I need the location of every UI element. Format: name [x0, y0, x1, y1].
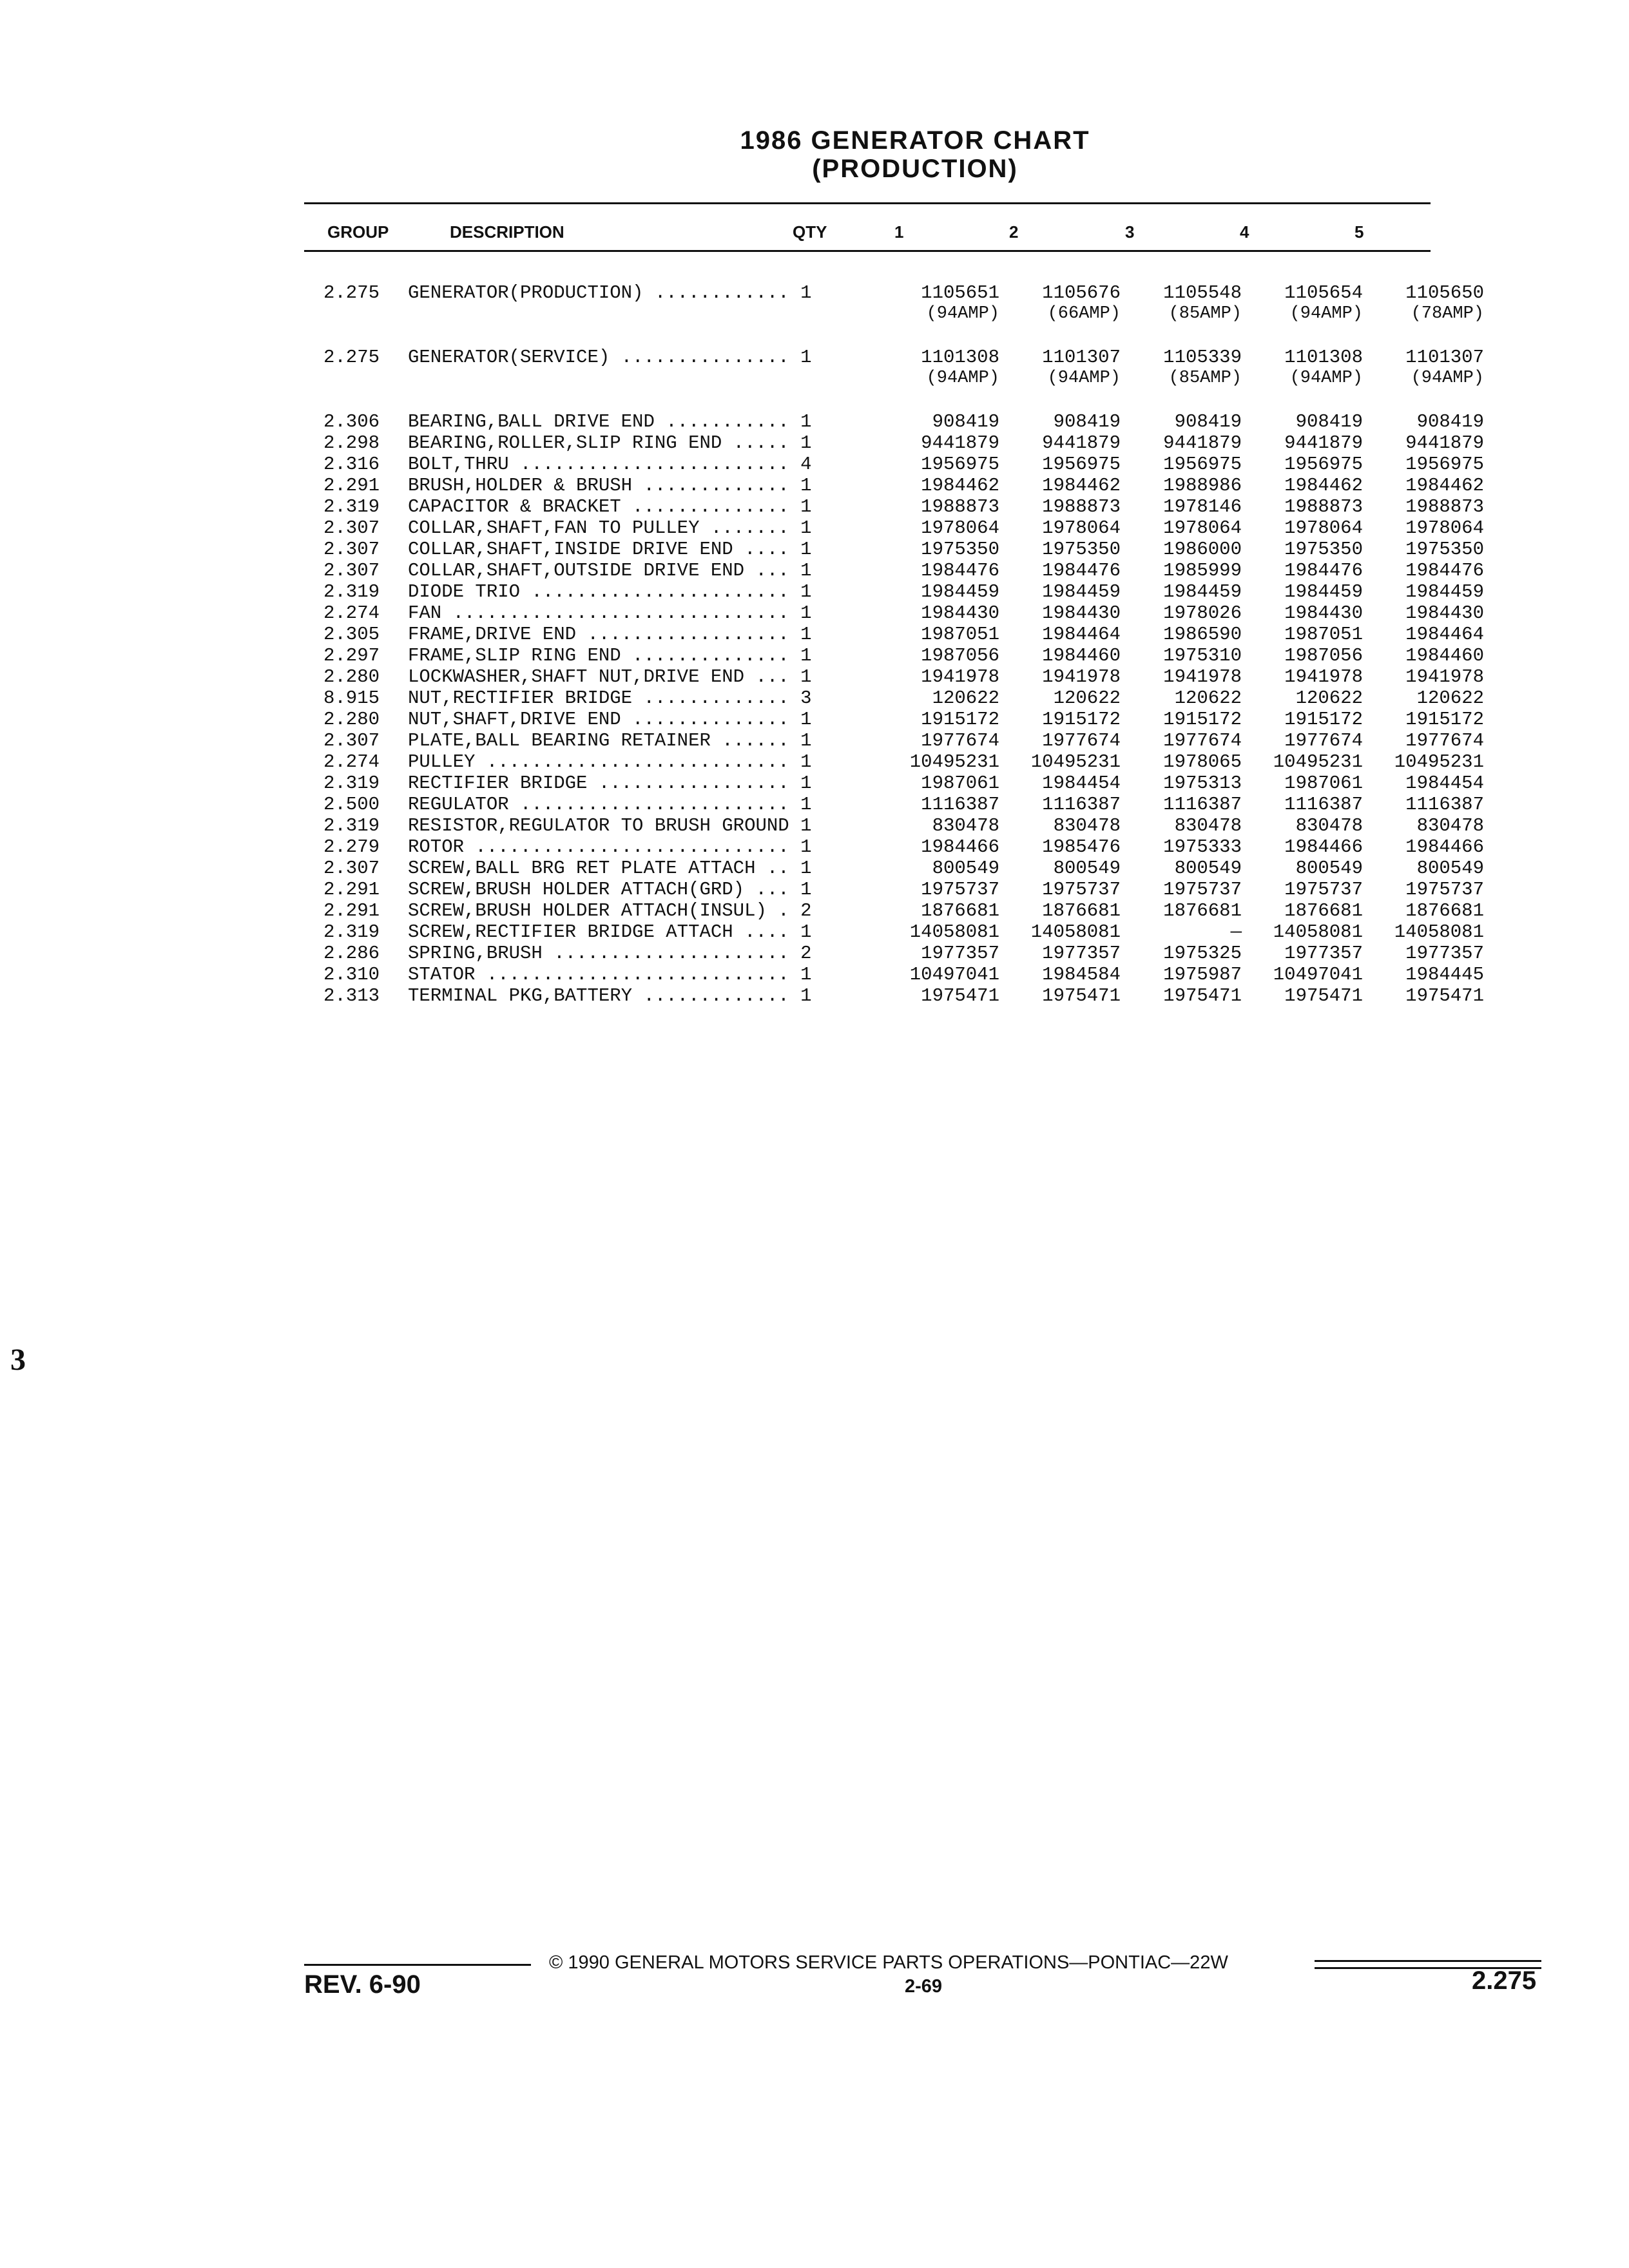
part-cell: 1956975 — [1163, 454, 1242, 475]
part-cell: 1977674 — [921, 730, 999, 751]
table-row — [323, 347, 1489, 368]
table-row — [323, 964, 1489, 985]
part-cell: 10495231 — [1273, 751, 1363, 773]
group-cell: 2.275 — [323, 347, 380, 368]
group-cell: 2.319 — [323, 773, 380, 794]
table-row — [323, 496, 1489, 517]
amp-rating-cell: (94AMP) — [1289, 369, 1363, 388]
part-cell: 1977674 — [1284, 730, 1363, 751]
part-cell: 120622 — [1416, 687, 1484, 709]
group-cell: 2.319 — [323, 496, 380, 517]
table-row — [323, 773, 1489, 794]
part-cell: 1915172 — [1284, 709, 1363, 730]
part-cell: 1977357 — [921, 943, 999, 964]
table-row — [323, 432, 1489, 454]
page-subtitle: (PRODUCTION) — [812, 155, 1018, 183]
part-cell: 908419 — [932, 411, 999, 432]
description-cell: SPRING,BRUSH ..................... 2 — [408, 943, 812, 964]
parts-table — [323, 282, 1489, 1006]
part-cell: 1975471 — [1042, 985, 1121, 1006]
group-cell: 2.274 — [323, 751, 380, 773]
table-row — [323, 581, 1489, 602]
part-cell: 1985476 — [1042, 836, 1121, 858]
part-cell: 1984430 — [1405, 602, 1484, 624]
col-header-1: 1 — [894, 222, 904, 242]
part-cell: 1975471 — [921, 985, 999, 1006]
amp-rating-cell: (66AMP) — [1047, 304, 1121, 323]
part-cell: 1876681 — [1042, 900, 1121, 921]
table-row — [323, 475, 1489, 496]
part-cell: 830478 — [1295, 815, 1363, 836]
part-cell: 1984476 — [1042, 560, 1121, 581]
table-row — [323, 730, 1489, 751]
part-cell: 1985999 — [1163, 560, 1242, 581]
part-cell: 1975313 — [1163, 773, 1242, 794]
part-cell: 800549 — [932, 858, 999, 879]
part-cell: 10497041 — [909, 964, 999, 985]
part-cell: 1987051 — [921, 624, 999, 645]
group-cell: 2.275 — [323, 282, 380, 303]
amp-rating-cell: (94AMP) — [926, 369, 999, 388]
table-row — [323, 751, 1489, 773]
part-cell: 1984464 — [1042, 624, 1121, 645]
part-rows — [323, 411, 1489, 1006]
amp-rating-cell: (78AMP) — [1411, 304, 1484, 323]
amp-rating-cell: (94AMP) — [1289, 304, 1363, 323]
table-row — [323, 921, 1489, 943]
part-cell: 1987056 — [1284, 645, 1363, 666]
part-cell: 1986000 — [1163, 539, 1242, 560]
part-cell: 1975333 — [1163, 836, 1242, 858]
revision-label: REV. 6-90 — [304, 1970, 421, 1999]
description-cell: BEARING,BALL DRIVE END ........... 1 — [408, 411, 812, 432]
part-cell: 1975350 — [1042, 539, 1121, 560]
table-row — [323, 985, 1489, 1006]
description-cell: CAPACITOR & BRACKET .............. 1 — [408, 496, 812, 517]
part-cell: 1984445 — [1405, 964, 1484, 985]
part-cell: 908419 — [1053, 411, 1121, 432]
part-cell: 1975737 — [1163, 879, 1242, 900]
part-cell: 1984476 — [921, 560, 999, 581]
part-cell: 1975471 — [1405, 985, 1484, 1006]
group-cell: 2.310 — [323, 964, 380, 985]
part-cell: 9441879 — [921, 432, 999, 454]
part-cell: 1941978 — [1042, 666, 1121, 687]
part-cell: 1984460 — [1042, 645, 1121, 666]
group-cell: 2.319 — [323, 581, 380, 602]
part-cell: 1977357 — [1405, 943, 1484, 964]
description-cell: RECTIFIER BRIDGE ................. 1 — [408, 773, 812, 794]
part-cell: 800549 — [1416, 858, 1484, 879]
table-row — [323, 560, 1489, 581]
col-header-qty: QTY — [793, 222, 827, 242]
amp-rating-cell: (85AMP) — [1168, 304, 1242, 323]
part-cell: 120622 — [932, 687, 999, 709]
part-cell: 1105339 — [1163, 347, 1242, 368]
description-cell: LOCKWASHER,SHAFT NUT,DRIVE END ... 1 — [408, 666, 812, 687]
col-header-description: DESCRIPTION — [450, 222, 564, 242]
group-cell: 2.274 — [323, 602, 380, 624]
group-cell: 2.306 — [323, 411, 380, 432]
copyright-line: © 1990 GENERAL MOTORS SERVICE PARTS OPERATIONS—PONTIAC—22W — [549, 1952, 1228, 1973]
group-cell: 8.915 — [323, 687, 380, 709]
part-cell: 1915172 — [921, 709, 999, 730]
col-header-5: 5 — [1354, 222, 1364, 242]
table-row — [323, 858, 1489, 879]
part-cell: 1956975 — [1284, 454, 1363, 475]
group-cell: 2.307 — [323, 539, 380, 560]
header-top-rule — [304, 202, 1431, 204]
part-cell: 1978064 — [1284, 517, 1363, 539]
group-cell: 2.291 — [323, 475, 380, 496]
part-cell: 800549 — [1295, 858, 1363, 879]
part-cell: 1915172 — [1163, 709, 1242, 730]
group-cell: 2.297 — [323, 645, 380, 666]
part-cell: 120622 — [1053, 687, 1121, 709]
part-cell: 1977674 — [1163, 730, 1242, 751]
description-cell: NUT,RECTIFIER BRIDGE ............. 3 — [408, 687, 812, 709]
part-cell: 1116387 — [1163, 794, 1242, 815]
part-cell: 14058081 — [1273, 921, 1363, 943]
part-cell: 1984459 — [1284, 581, 1363, 602]
group-cell: 2.316 — [323, 454, 380, 475]
col-header-3: 3 — [1125, 222, 1135, 242]
description-cell: GENERATOR(PRODUCTION) ............ 1 — [408, 282, 812, 303]
table-row — [323, 602, 1489, 624]
part-cell: 1984454 — [1405, 773, 1484, 794]
page-number: 2-69 — [905, 1976, 943, 1997]
part-cell: 1975737 — [1405, 879, 1484, 900]
table-row — [323, 794, 1489, 815]
group-cell: 2.280 — [323, 709, 380, 730]
part-cell: 1975471 — [1163, 985, 1242, 1006]
description-cell: REGULATOR ........................ 1 — [408, 794, 812, 815]
part-cell: 1977674 — [1405, 730, 1484, 751]
group-cell: 2.313 — [323, 985, 380, 1006]
part-cell: 1116387 — [1284, 794, 1363, 815]
section-number: 2.275 — [1472, 1966, 1537, 1995]
part-cell: 1977357 — [1042, 943, 1121, 964]
table-row — [323, 900, 1489, 921]
part-cell: 1988873 — [1405, 496, 1484, 517]
part-cell: 1101307 — [1042, 347, 1121, 368]
description-cell: DIODE TRIO ....................... 1 — [408, 581, 812, 602]
group-cell: 2.319 — [323, 815, 380, 836]
part-cell: 1988873 — [921, 496, 999, 517]
table-row — [323, 411, 1489, 432]
part-cell: 1984466 — [1284, 836, 1363, 858]
header-bottom-rule — [304, 250, 1431, 252]
group-cell: 2.500 — [323, 794, 380, 815]
part-cell: 1941978 — [1284, 666, 1363, 687]
part-cell: 1915172 — [1405, 709, 1484, 730]
group-cell: 2.291 — [323, 879, 380, 900]
part-cell: 1876681 — [1405, 900, 1484, 921]
part-cell: 10495231 — [1394, 751, 1484, 773]
description-cell: RESISTOR,REGULATOR TO BRUSH GROUND 1 — [408, 815, 812, 836]
part-cell: 1941978 — [921, 666, 999, 687]
part-cell: 1975987 — [1163, 964, 1242, 985]
part-cell: 1975737 — [1042, 879, 1121, 900]
part-cell: 1986590 — [1163, 624, 1242, 645]
table-row — [323, 836, 1489, 858]
part-cell: 1116387 — [1042, 794, 1121, 815]
part-cell: 1975350 — [1405, 539, 1484, 560]
part-cell: 1984466 — [1405, 836, 1484, 858]
group-cell: 2.307 — [323, 560, 380, 581]
part-cell: 1978064 — [1163, 517, 1242, 539]
part-cell: 9441879 — [1405, 432, 1484, 454]
description-cell: NUT,SHAFT,DRIVE END .............. 1 — [408, 709, 812, 730]
table-row — [323, 943, 1489, 964]
margin-mark: 3 — [10, 1343, 26, 1377]
part-cell: 1975310 — [1163, 645, 1242, 666]
part-cell: 830478 — [1416, 815, 1484, 836]
description-cell: SCREW,RECTIFIER BRIDGE ATTACH .... 1 — [408, 921, 812, 943]
part-cell: 1978026 — [1163, 602, 1242, 624]
table-row — [323, 303, 1489, 325]
part-cell: 1101308 — [1284, 347, 1363, 368]
group-cell: 2.298 — [323, 432, 380, 454]
part-cell: 9441879 — [1284, 432, 1363, 454]
part-cell: 1876681 — [1163, 900, 1242, 921]
table-row — [323, 539, 1489, 560]
part-cell: 1988873 — [1284, 496, 1363, 517]
description-cell: COLLAR,SHAFT,OUTSIDE DRIVE END ... 1 — [408, 560, 812, 581]
amp-rating-cell: (85AMP) — [1168, 369, 1242, 388]
description-cell: FAN .............................. 1 — [408, 602, 812, 624]
table-row — [323, 666, 1489, 687]
part-cell: 10497041 — [1273, 964, 1363, 985]
part-cell: 830478 — [932, 815, 999, 836]
part-cell: 800549 — [1174, 858, 1242, 879]
part-cell: 1975350 — [1284, 539, 1363, 560]
part-cell: 1987051 — [1284, 624, 1363, 645]
part-cell: 1978064 — [921, 517, 999, 539]
part-cell: 14058081 — [1030, 921, 1121, 943]
table-row — [323, 454, 1489, 475]
part-cell: 1984462 — [1405, 475, 1484, 496]
part-cell: 1984460 — [1405, 645, 1484, 666]
part-cell: 1105676 — [1042, 282, 1121, 303]
group-cell: 2.307 — [323, 858, 380, 879]
part-cell: 1101307 — [1405, 347, 1484, 368]
description-cell: PLATE,BALL BEARING RETAINER ...... 1 — [408, 730, 812, 751]
col-header-4: 4 — [1240, 222, 1249, 242]
part-cell: 1984459 — [1163, 581, 1242, 602]
part-cell: 1984464 — [1405, 624, 1484, 645]
table-row — [323, 687, 1489, 709]
part-cell: 1988873 — [1042, 496, 1121, 517]
part-cell: 1941978 — [1163, 666, 1242, 687]
part-cell: 14058081 — [1394, 921, 1484, 943]
part-cell: 1984459 — [921, 581, 999, 602]
description-cell: BEARING,ROLLER,SLIP RING END ..... 1 — [408, 432, 812, 454]
part-cell: 1984466 — [921, 836, 999, 858]
part-cell: 1984476 — [1284, 560, 1363, 581]
group-cell: 2.305 — [323, 624, 380, 645]
part-cell: 1984476 — [1405, 560, 1484, 581]
part-cell: 1984584 — [1042, 964, 1121, 985]
part-cell: 9441879 — [1163, 432, 1242, 454]
part-cell: 1876681 — [1284, 900, 1363, 921]
part-cell: 1987056 — [921, 645, 999, 666]
page-title: 1986 GENERATOR CHART — [740, 126, 1090, 155]
description-cell: BOLT,THRU ........................ 4 — [408, 454, 812, 475]
part-cell: 1975737 — [921, 879, 999, 900]
description-cell: TERMINAL PKG,BATTERY ............. 1 — [408, 985, 812, 1006]
part-cell: 1984462 — [921, 475, 999, 496]
table-row — [323, 645, 1489, 666]
part-cell: 1978146 — [1163, 496, 1242, 517]
description-cell: COLLAR,SHAFT,INSIDE DRIVE END .... 1 — [408, 539, 812, 560]
part-cell: 1984462 — [1042, 475, 1121, 496]
part-cell: 10495231 — [1030, 751, 1121, 773]
description-cell: BRUSH,HOLDER & BRUSH ............. 1 — [408, 475, 812, 496]
part-cell: 1984454 — [1042, 773, 1121, 794]
part-cell: 1977674 — [1042, 730, 1121, 751]
description-cell: ROTOR ............................ 1 — [408, 836, 812, 858]
part-cell: 1956975 — [1405, 454, 1484, 475]
part-cell: 1988986 — [1163, 475, 1242, 496]
table-row — [323, 624, 1489, 645]
part-cell: 120622 — [1174, 687, 1242, 709]
part-cell: 830478 — [1174, 815, 1242, 836]
col-header-group: GROUP — [327, 222, 389, 242]
part-cell: 1978065 — [1163, 751, 1242, 773]
group-cell: 2.307 — [323, 517, 380, 539]
group-cell: 2.291 — [323, 900, 380, 921]
part-cell: 1984430 — [1284, 602, 1363, 624]
col-header-2: 2 — [1009, 222, 1019, 242]
description-cell: FRAME,DRIVE END .................. 1 — [408, 624, 812, 645]
part-cell: 10495231 — [909, 751, 999, 773]
part-cell: 120622 — [1295, 687, 1363, 709]
amp-rating-cell: (94AMP) — [1411, 369, 1484, 388]
part-cell: 1105548 — [1163, 282, 1242, 303]
part-cell: 1978064 — [1405, 517, 1484, 539]
group-cell: 2.307 — [323, 730, 380, 751]
part-cell: 908419 — [1416, 411, 1484, 432]
part-cell: 800549 — [1053, 858, 1121, 879]
amp-rating-cell: (94AMP) — [1047, 369, 1121, 388]
part-cell: 1915172 — [1042, 709, 1121, 730]
part-cell: 1876681 — [921, 900, 999, 921]
part-cell: 1975350 — [921, 539, 999, 560]
part-cell: 1975325 — [1163, 943, 1242, 964]
part-cell: 1984430 — [921, 602, 999, 624]
description-cell: STATOR ........................... 1 — [408, 964, 812, 985]
part-cell: 1984430 — [1042, 602, 1121, 624]
amp-rating-cell: (94AMP) — [926, 304, 999, 323]
table-row — [323, 709, 1489, 730]
part-cell: 1975737 — [1284, 879, 1363, 900]
part-cell: 1101308 — [921, 347, 999, 368]
part-cell: 908419 — [1295, 411, 1363, 432]
part-cell: 1956975 — [921, 454, 999, 475]
part-cell: 1105654 — [1284, 282, 1363, 303]
group-cell: 2.286 — [323, 943, 380, 964]
description-cell: GENERATOR(SERVICE) ............... 1 — [408, 347, 812, 368]
footer-rule-right — [1315, 1960, 1541, 1962]
part-cell: — — [1230, 921, 1242, 943]
part-cell: 1116387 — [921, 794, 999, 815]
part-cell: 1987061 — [1284, 773, 1363, 794]
part-cell: 1105651 — [921, 282, 999, 303]
description-cell: COLLAR,SHAFT,FAN TO PULLEY ....... 1 — [408, 517, 812, 539]
table-row — [323, 282, 1489, 303]
part-cell: 1978064 — [1042, 517, 1121, 539]
footer-rule-left — [304, 1964, 531, 1966]
table-row — [323, 517, 1489, 539]
part-cell: 9441879 — [1042, 432, 1121, 454]
table-row — [323, 368, 1489, 389]
table-row — [323, 815, 1489, 836]
description-cell: FRAME,SLIP RING END .............. 1 — [408, 645, 812, 666]
part-cell: 830478 — [1053, 815, 1121, 836]
part-cell: 1987061 — [921, 773, 999, 794]
description-cell: PULLEY ........................... 1 — [408, 751, 812, 773]
part-cell: 1956975 — [1042, 454, 1121, 475]
part-cell: 1941978 — [1405, 666, 1484, 687]
part-cell: 1105650 — [1405, 282, 1484, 303]
description-cell: SCREW,BRUSH HOLDER ATTACH(INSUL) . 2 — [408, 900, 812, 921]
part-cell: 1977357 — [1284, 943, 1363, 964]
group-cell: 2.280 — [323, 666, 380, 687]
group-cell: 2.319 — [323, 921, 380, 943]
table-row — [323, 879, 1489, 900]
part-cell: 1984462 — [1284, 475, 1363, 496]
part-cell: 1984459 — [1042, 581, 1121, 602]
part-cell: 14058081 — [909, 921, 999, 943]
part-cell: 1984459 — [1405, 581, 1484, 602]
part-cell: 908419 — [1174, 411, 1242, 432]
part-cell: 1975471 — [1284, 985, 1363, 1006]
group-cell: 2.279 — [323, 836, 380, 858]
description-cell: SCREW,BRUSH HOLDER ATTACH(GRD) ... 1 — [408, 879, 812, 900]
part-cell: 1116387 — [1405, 794, 1484, 815]
description-cell: SCREW,BALL BRG RET PLATE ATTACH .. 1 — [408, 858, 812, 879]
